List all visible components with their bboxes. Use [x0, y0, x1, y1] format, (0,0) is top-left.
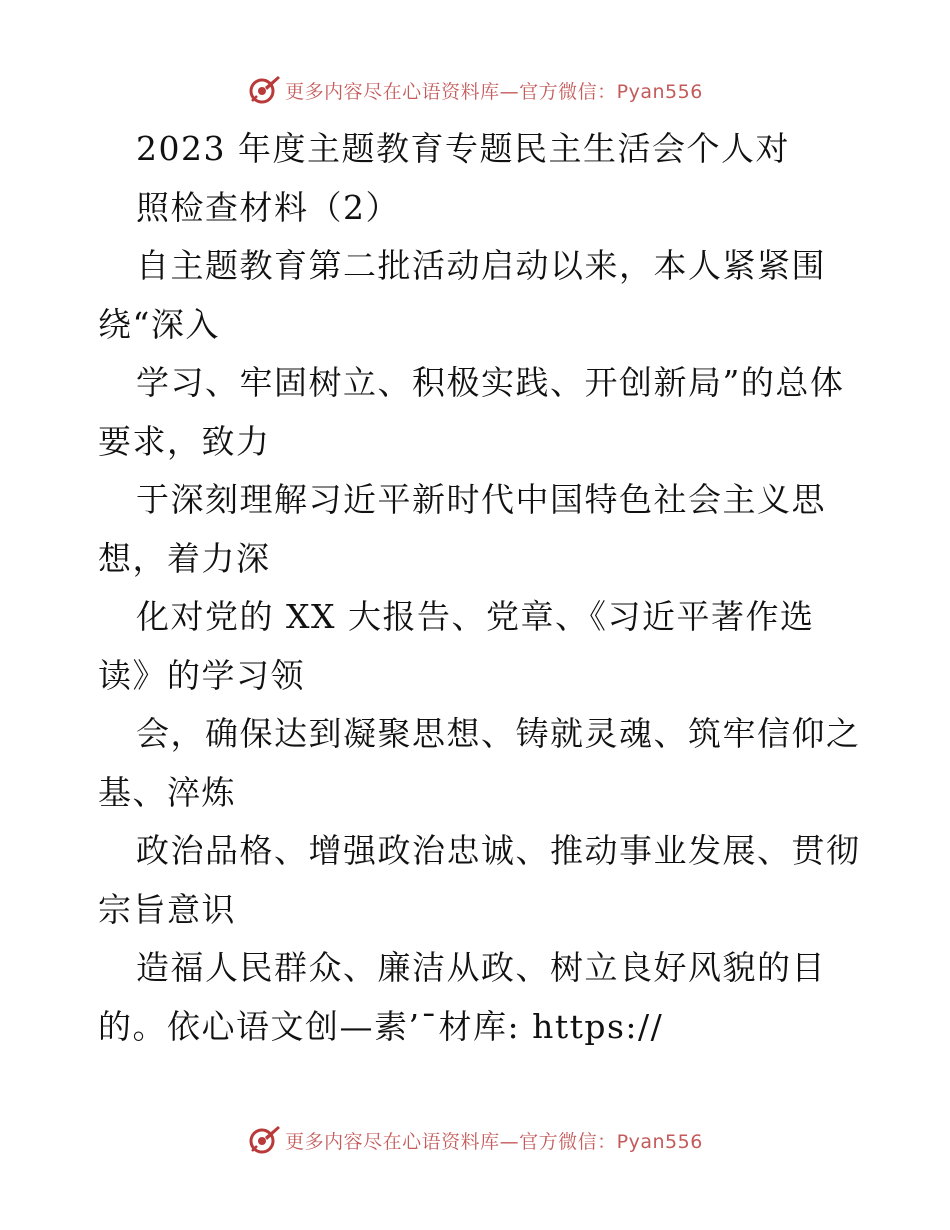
body-text-line: 基、淬炼	[98, 772, 236, 812]
header-banner	[0, 70, 950, 110]
body-text-line: 自主题教育第二批活动启动以来，本人紧紧围	[136, 246, 826, 285]
footer-banner-text: 更多内容尽在心语资料库—官方微信：Pyan556	[285, 1130, 703, 1153]
body-text-line: 化对党的 XX 大报告、党章、《习近平著作选	[136, 597, 815, 636]
body-text-line: 会，确保达到凝聚思想、铸就灵魂、筑牢信仰之	[136, 714, 861, 753]
body-text-line: 政治品格、增强政治忠诚、推动事业发展、贯彻	[136, 831, 861, 870]
footer-banner	[0, 1120, 950, 1160]
body-text-line: 照检查材料（2）	[136, 187, 400, 227]
body-text-line: 要求，致力	[98, 421, 271, 461]
header-banner-text: 更多内容尽在心语资料库—官方微信：Pyan556	[285, 80, 703, 103]
body-text-line: 的。依心语文创—素’¯材库: https://	[98, 1006, 664, 1046]
body-text-line: 2023 年度主题教育专题民主生活会个人对	[136, 129, 790, 168]
body-text-line: 绕“深入	[98, 304, 220, 344]
document-body	[98, 120, 878, 1056]
body-text-line: 造福人民群众、廉洁从政、树立良好风貌的目	[136, 948, 826, 987]
pen-circle-logo-icon	[247, 73, 281, 107]
body-text-line: 想，着力深	[98, 538, 271, 578]
body-text-line: 于深刻理解习近平新时代中国特色社会主义思	[136, 480, 826, 519]
body-text-line: 读》的学习领	[98, 655, 305, 695]
pen-circle-logo-icon	[247, 1123, 281, 1157]
body-text-line: 宗旨意识	[98, 889, 236, 929]
body-text-line: 学习、牢固树立、积极实践、开创新局”的总体	[136, 363, 845, 402]
